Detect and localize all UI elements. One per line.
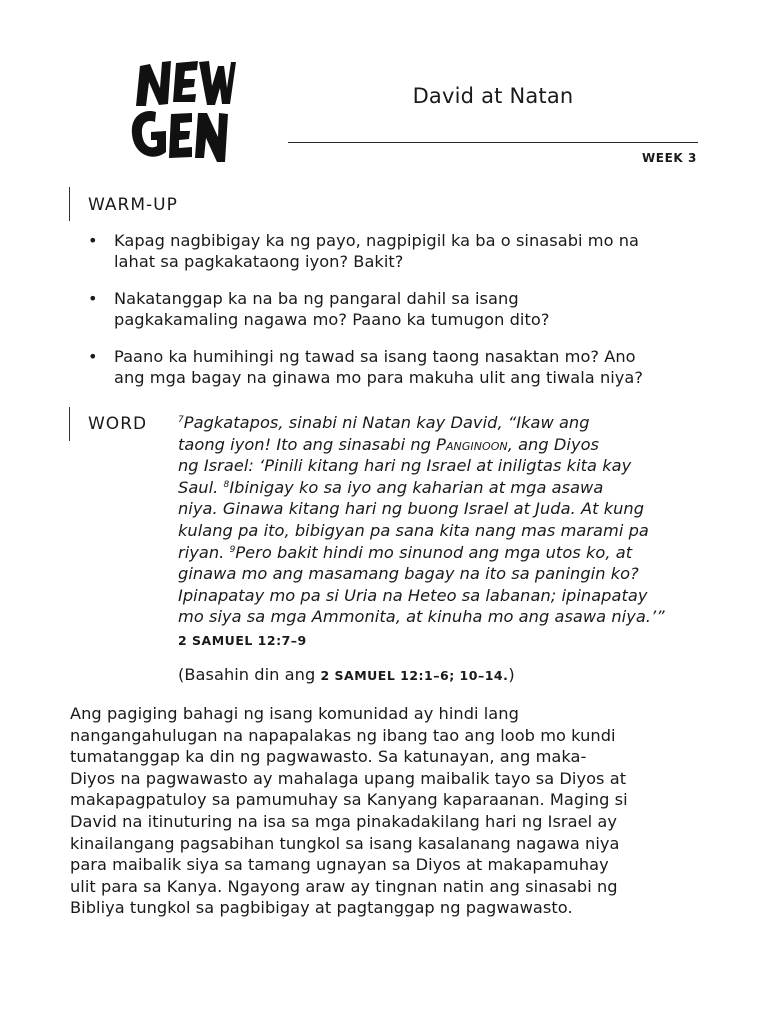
intro-paragraph [70,703,710,919]
scripture-text: Saul. [178,477,224,497]
week-label: WEEK 3 [641,151,697,165]
question-line: Nakatanggap ka na ba ng pangaral dahil sa isang [114,289,519,308]
scripture-text: , ang Diyos [507,434,600,454]
question-line: Paano ka humihingi ng tawad sa isang taong nasaktan mo? Ano [114,347,636,366]
paragraph-line: tumatanggap ka din ng pagwawasto. Sa katunayan, ang maka- [70,747,587,767]
paragraph-line: ulit para sa Kanya. Ngayong araw ay tingnan natin ang sinasabi ng [70,876,618,896]
paragraph-line: Bibliya tungkol sa pagbibigay at pagtanggap ng pagwawasto. [70,898,573,918]
scripture-text: Ipinapatay mo pa si Uria na Heteo sa labanan; ipinapatay [178,585,648,605]
list-item [88,346,708,388]
list-item [88,288,708,330]
list-item [88,230,708,272]
question-line: lahat sa pagkakataong iyon? Bakit? [114,252,404,271]
word-section-bar [69,407,70,441]
verse-number: 8 [223,479,230,490]
scripture-text: riyan. [178,542,230,562]
scripture-text: ginawa mo ang masamang bagay na ito sa paningin ko? [178,564,639,584]
scripture-text: Pagkatapos, sinabi ni Natan kay David, “Ikaw ang [183,413,590,432]
additional-reading-suffix: ) [508,665,515,684]
scripture-text: mo siya sa mga Ammonita, at kinuha mo ang asawa niya.’” [178,607,665,627]
warmup-section-bar [69,187,70,221]
paragraph-line: para maibalik siya sa tamang ugnayan sa Diyos at makapamuhay [70,855,609,875]
question-line: pagkakamaling nagawa mo? Paano ka tumugon dito? [114,310,550,329]
scripture-text: Ibinigay ko sa iyo ang kaharian at mga asawa [229,477,604,497]
bullet-point: • [88,289,98,308]
paragraph-line: kinailangang pagsabihan tungkol sa isang kasalanang nagawa niya [70,833,620,853]
scripture-text: ng Israel: ‘Pinili kitang hari ng Israel at iniligtas kita kay [178,456,632,476]
new-gen-logo [126,58,236,166]
scripture-lord: Panginoon [436,434,508,454]
warmup-question-list [88,230,708,404]
question-line: Kapag nagbibigay ka ng payo, nagpipigil ka ba o sinasabi mo na [114,231,640,250]
title-divider [288,142,698,143]
question-line: ang mga bagay na ginawa mo para makuha ulit ang tiwala niya? [114,368,644,387]
scripture-text: Pero bakit hindi mo sinunod ang mga utos ko, at [235,542,633,562]
paragraph-line: makapagpatuloy sa pamumuhay sa Kanyang kaparaanan. Maging si [70,790,628,810]
scripture-text: kulang pa ito, bibigyan pa sana kita nang mas marami pa [178,520,649,540]
bullet-point: • [88,231,98,250]
scripture-text: taong iyon! Ito ang sinasabi ng [178,434,437,454]
warmup-heading: WARM-UP [88,195,178,215]
page-title: David at Natan [412,84,574,108]
scripture-text: niya. Ginawa kitang hari ng buong Israel at Juda. At kung [178,499,645,519]
paragraph-line: Diyos na pagwawasto ay mahalaga upang maibalik tayo sa Diyos at [70,768,627,788]
additional-reading-reference: 2 SAMUEL 12:1–6; 10–14. [320,668,509,683]
paragraph-line: nangangahulugan na napapalakas ng ibang tao ang loob mo kundi [70,725,616,745]
verse-number: 9 [229,544,236,555]
paragraph-line: David na itinuturing na isa sa mga pinakadakilang hari ng Israel ay [70,811,617,831]
additional-reading [178,665,515,684]
scripture-passage [178,412,708,628]
new-gen-logo-graphic [126,58,236,166]
paragraph-line: Ang pagiging bahagi ng isang komunidad ay hindi lang [70,704,519,723]
scripture-reference: 2 SAMUEL 12:7–9 [178,633,307,648]
word-heading: WORD [88,414,148,434]
additional-reading-prefix: (Basahin din ang [178,665,321,684]
verse-number: 7 [178,415,184,425]
bullet-point: • [88,347,98,366]
